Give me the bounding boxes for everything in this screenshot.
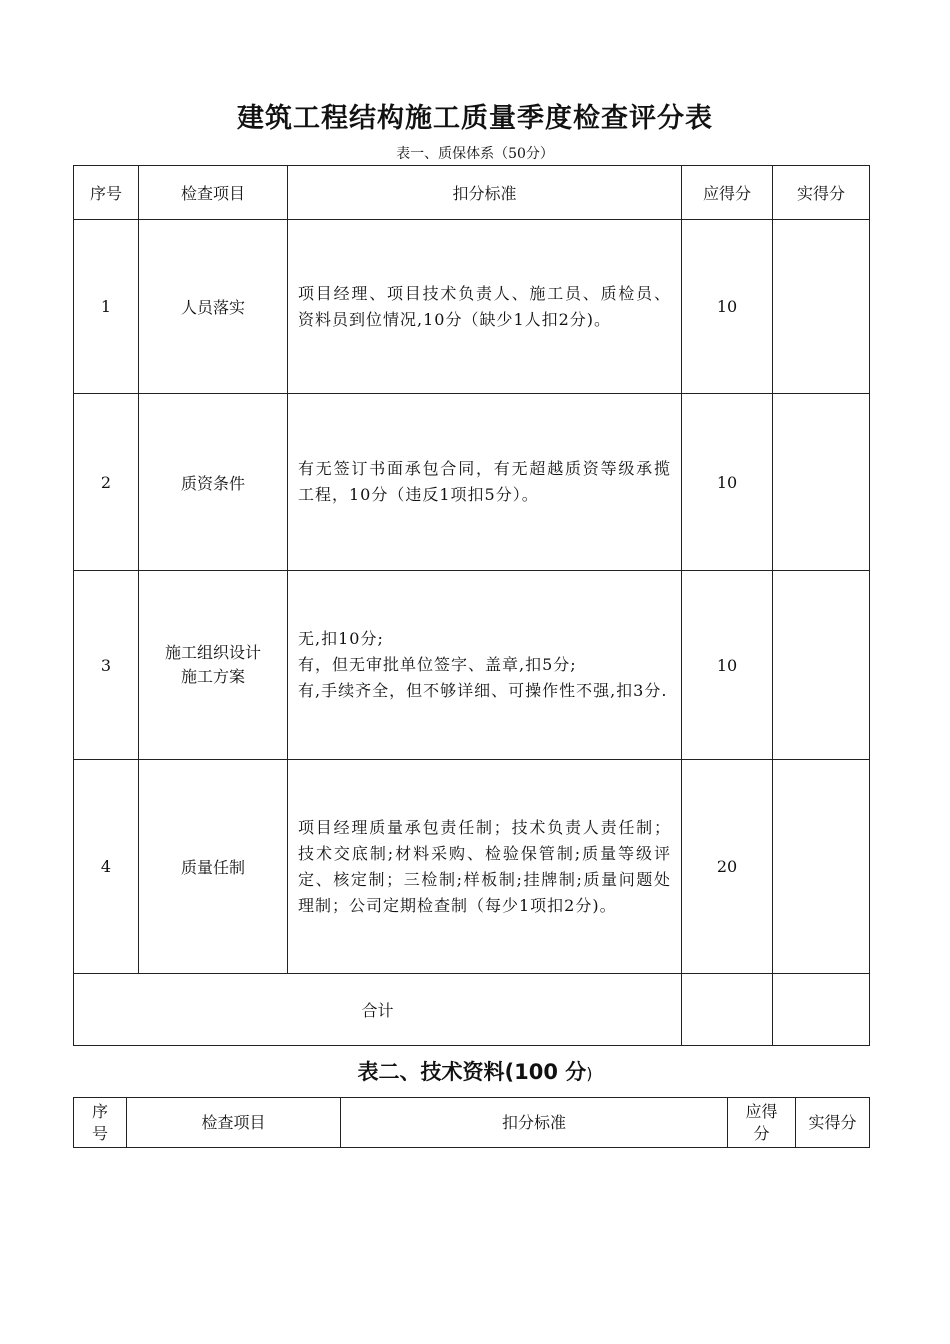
header-no-line: 号 [91, 1123, 108, 1143]
total-label: 合计 [74, 974, 682, 1046]
table2-header-row [74, 1098, 870, 1148]
criteria-line: 有,手续齐全，但不够详细、可操作性不强,扣3分. [298, 681, 668, 700]
header-item: 检查项目 [139, 166, 288, 220]
criteria-line: 有，但无审批单位签字、盖章,扣5分; [298, 655, 577, 674]
row-actual [773, 220, 870, 394]
table-row [74, 760, 870, 974]
header-item: 检查项目 [127, 1098, 341, 1148]
row-criteria [288, 571, 682, 760]
total-actual [773, 974, 870, 1046]
row-actual [773, 394, 870, 571]
table-row [74, 571, 870, 760]
row-due: 10 [682, 571, 773, 760]
header-criteria: 扣分标准 [341, 1098, 728, 1148]
table2-technical-docs [73, 1097, 870, 1148]
header-due [728, 1098, 796, 1148]
header-due-line: 分 [753, 1123, 770, 1143]
table-row [74, 394, 870, 571]
document-title: 建筑工程结构施工质量季度检查评分表 [237, 103, 713, 134]
header-criteria: 扣分标准 [288, 166, 682, 220]
row-no: 2 [74, 394, 139, 571]
row-no: 1 [74, 220, 139, 394]
table2-caption-main: 表二、技术资料(100 分 [357, 1060, 587, 1084]
total-due [682, 974, 773, 1046]
header-no: 序号 [74, 166, 139, 220]
row-actual [773, 760, 870, 974]
table1-header-row [74, 166, 870, 220]
header-no [74, 1098, 127, 1148]
header-due: 应得分 [682, 166, 773, 220]
table1-caption: 表一、质保体系（50分） [396, 146, 554, 162]
row-criteria: 项目经理、项目技术负责人、施工员、质检员、资料员到位情况,10分（缺少1人扣2分)。 [288, 220, 682, 394]
row-item [139, 571, 288, 760]
row-actual [773, 571, 870, 760]
table2-caption [0, 1056, 950, 1086]
row-criteria: 有无签订书面承包合同，有无超越质资等级承揽工程，10分（违反1项扣5分）。 [288, 394, 682, 571]
header-actual: 实得分 [773, 166, 870, 220]
criteria-line: 无,扣10分; [298, 629, 384, 648]
row-no: 3 [74, 571, 139, 760]
row-criteria: 项目经理质量承包责任制；技术负责人责任制；技术交底制;材料采购、检验保管制;质量等级评定、核定制；三检制;样板制;挂牌制;质量问题处理制；公司定期检查制（每少1项扣2分)。 [288, 760, 682, 974]
header-due-line: 应得 [745, 1101, 778, 1121]
table-row [74, 220, 870, 394]
row-due: 10 [682, 394, 773, 571]
table2-caption-paren: ) [586, 1064, 593, 1083]
total-row [74, 974, 870, 1046]
row-item-line: 施工方案 [180, 667, 245, 686]
header-no-line: 序 [91, 1101, 108, 1121]
row-no: 4 [74, 760, 139, 974]
row-item: 质量任制 [139, 760, 288, 974]
row-item: 质资条件 [139, 394, 288, 571]
row-due: 20 [682, 760, 773, 974]
row-item-line: 施工组织设计 [164, 643, 261, 662]
row-item: 人员落实 [139, 220, 288, 394]
header-actual: 实得分 [796, 1098, 870, 1148]
row-due: 10 [682, 220, 773, 394]
table1-quality-system [73, 165, 870, 1046]
